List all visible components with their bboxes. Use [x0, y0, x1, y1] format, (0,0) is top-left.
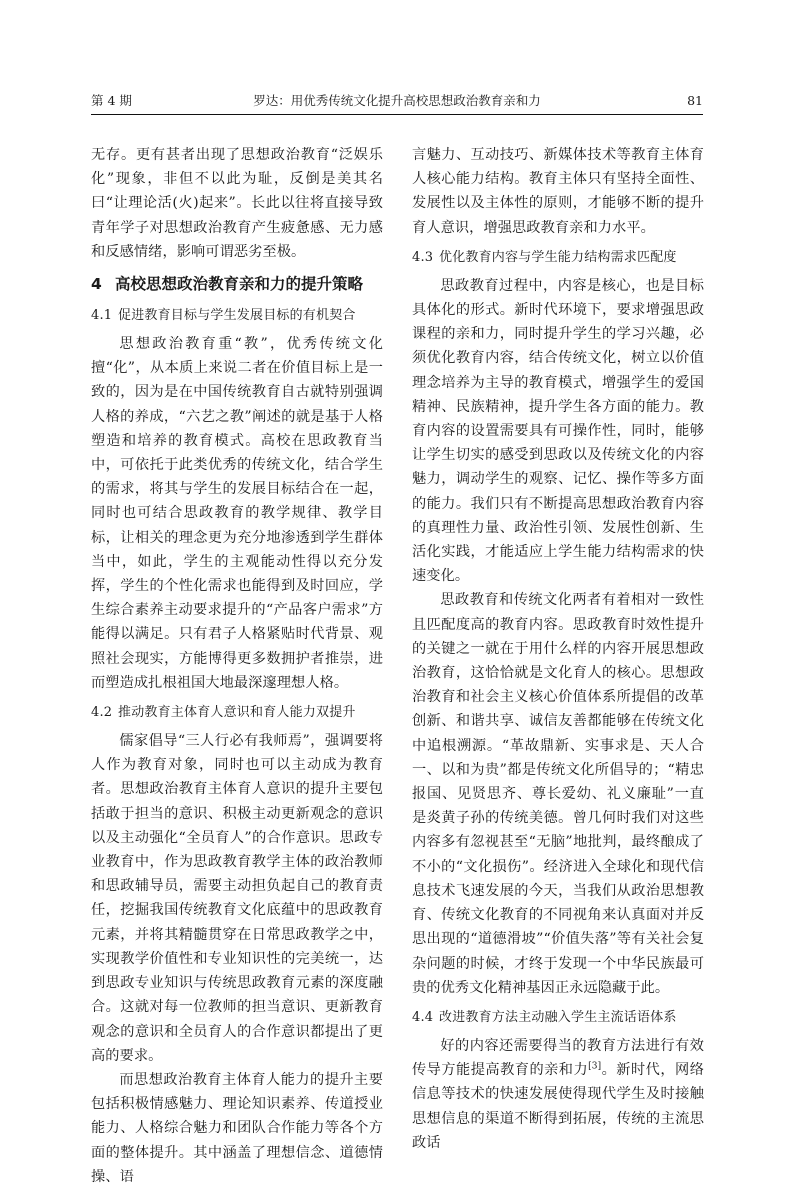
- subsection-number: 4.3: [412, 249, 434, 265]
- paragraph-continued: 言魅力、互动技巧、新媒体技术等教育主体育人核心能力结构。教育主体只有坚持全面性、发展性以及主体性的原则，才能够不断的提升育人意识，增强思政教育亲和力水平。: [412, 147, 704, 236]
- header-rule: [91, 114, 703, 115]
- issue-label: 第 4 期: [91, 93, 132, 108]
- citation-ref[interactable]: [3]: [588, 1061, 602, 1072]
- paragraph-4-2-b: 而思想政治教育主体育人能力的提升主要包括积极情感魅力、理论知识素养、传道授业能力、人格综合魅力和团队合作能力等各个方面的整体提升。其中涵盖了理想信念、道德情操、语: [91, 1071, 383, 1185]
- paragraph-4-4: [412, 1034, 704, 1155]
- right-column: [412, 143, 704, 1155]
- subsection-heading-4-2: [91, 699, 383, 726]
- left-column: [91, 143, 383, 1189]
- paragraph-4-3-a: 思政教育过程中，内容是核心，也是目标具体化的形式。新时代环境下，要求增强思政课程的亲和力，同时提升学生的学习兴趣，必须优化教育内容，结合传统文化，树立以价值理念培养为主导的教育模式，增强学生的爱国精神、民族精神，提升学生各方面的能力。教育内容的设置需要具有可操作性，同时，能够让学生切实的感受到思政以及传统文化的内容魅力，调动学生的观察、记忆、操作等多方面的能力。我们只有不断提高思想政治教育内容的真理性力量、政治性引领、发展性创新、生活化实践，才能适应上学生能力结构需求的快速变化。: [412, 277, 704, 585]
- running-header: [91, 92, 703, 114]
- paragraph-text: 好的内容还需要得当的教育方法进行有效传导方能提高教育的亲和力: [412, 1037, 704, 1079]
- paragraph-continued: 无存。更有甚者出现了思想政治教育“泛娱乐化”现象，非但不以此为耻，反倒是美其名曰“让理论活(火)起来”。长此以往将直接导致青年学子对思想政治教育产生疲惫感、无力感和反感情绪，影响可谓恶劣至极。: [91, 147, 383, 260]
- section-title: 高校思想政治教育亲和力的提升策略: [115, 275, 364, 294]
- subsection-heading-4-1: [91, 302, 383, 329]
- paragraph-4-1: 思想政治教育重“教”，优秀传统文化擅“化”，从本质上来说二者在价值目标上是一致的，因为是在中国传统教育自古就特别强调人格的养成，“六艺之教”阐述的就是基于人格塑造和培养的教育模式。高校在思政教育当中，可依托于此类优秀的传统文化，结合学生的需求，将其与学生的发展目标结合在一起，同时也可结合思政教育的教学规律、教学目标，让相关的理念更为充分地渗透到学生群体当中，如此，学生的主观能动性得以充分发挥，学生的个性化需求也能得到及时回应，学生综合素养主动要求提升的“产品客户需求”方能得以满足。只有君子人格紧贴时代背景、观照社会现实，方能博得更多数拥护者推崇，进而塑造成扎根祖国大地最深邃理想人格。: [91, 336, 383, 691]
- subsection-title: 改进教育方法主动融入学生主流话语体系: [439, 1009, 677, 1025]
- paragraph-text: 。新时代，网络信息等技术的快速发展使得现代学生及时接触思想信息的渠道不断得到拓展，传统的主流思政话: [412, 1062, 704, 1151]
- subsection-heading-4-4: [412, 1004, 704, 1031]
- subsection-number: 4.2: [91, 705, 113, 721]
- section-number: 4: [91, 275, 102, 294]
- subsection-number: 4.4: [412, 1009, 434, 1025]
- page-number: 81: [687, 93, 703, 108]
- subsection-title: 推动教育主体育人意识和育人能力双提升: [118, 705, 356, 721]
- subsection-title: 优化教育内容与学生能力结构需求匹配度: [439, 249, 677, 265]
- subsection-heading-4-3: [412, 244, 704, 271]
- subsection-number: 4.1: [91, 308, 113, 324]
- section-heading-4: [91, 270, 383, 298]
- running-title: 罗达：用优秀传统文化提升高校思想政治教育亲和力: [253, 93, 541, 108]
- paragraph-4-3-b: 思政教育和传统文化两者有着相对一致性且匹配度高的教育内容。思政教育时效性提升的关键之一就在于用什么样的内容开展思想政治教育，这恰恰就是文化育人的核心。思想政治教育和社会主义核心价值体系所提倡的改革创新、和谐共享、诚信友善都能够在传统文化中追根溯源。“革故鼎新、实事求是、天人合一、以和为贵”都是传统文化所倡导的；“精忠报国、见贤思齐、尊长爱幼、礼义廉耻”一直是炎黄子孙的传统美德。曾几何时我们对这些内容多有忽视甚至“无脑”地批判，最终酿成了不小的“文化损伤”。经济进入全球化和现代信息技术飞速发展的今天，当我们从政治思想教育、传统文化教育的不同视角来认真面对并反思出现的“道德滑坡”“价值失落”等有关社会复杂问题的时候，才终于发现一个中华民族最可贵的优秀文化精神基因正永远隐藏于此。: [412, 592, 704, 996]
- subsection-title: 促进教育目标与学生发展目标的有机契合: [118, 308, 356, 324]
- paragraph-4-2-a: 儒家倡导“三人行必有我师焉”，强调要将人作为教育对象，同时也可以主动成为教育者。思想政治教育主体育人意识的提升主要包括敢于担当的意识、积极主动更新观念的意识以及主动强化“全员育人”的合作意识。思政专业教育中，作为思政教育教学主体的政治教师和思政辅导员，需要主动担负起自己的教育责任，挖掘我国传统教育文化底蕴中的思政教育元素，并将其精髓贯穿在日常思政教学之中，实现教学价值性和专业知识性的完美统一，达到思政专业知识与传统思政教育元素的深度融合。这就对每一位教师的担当意识、更新教育观念的意识和全员育人的合作意识都提出了更高的要求。: [91, 733, 383, 1064]
